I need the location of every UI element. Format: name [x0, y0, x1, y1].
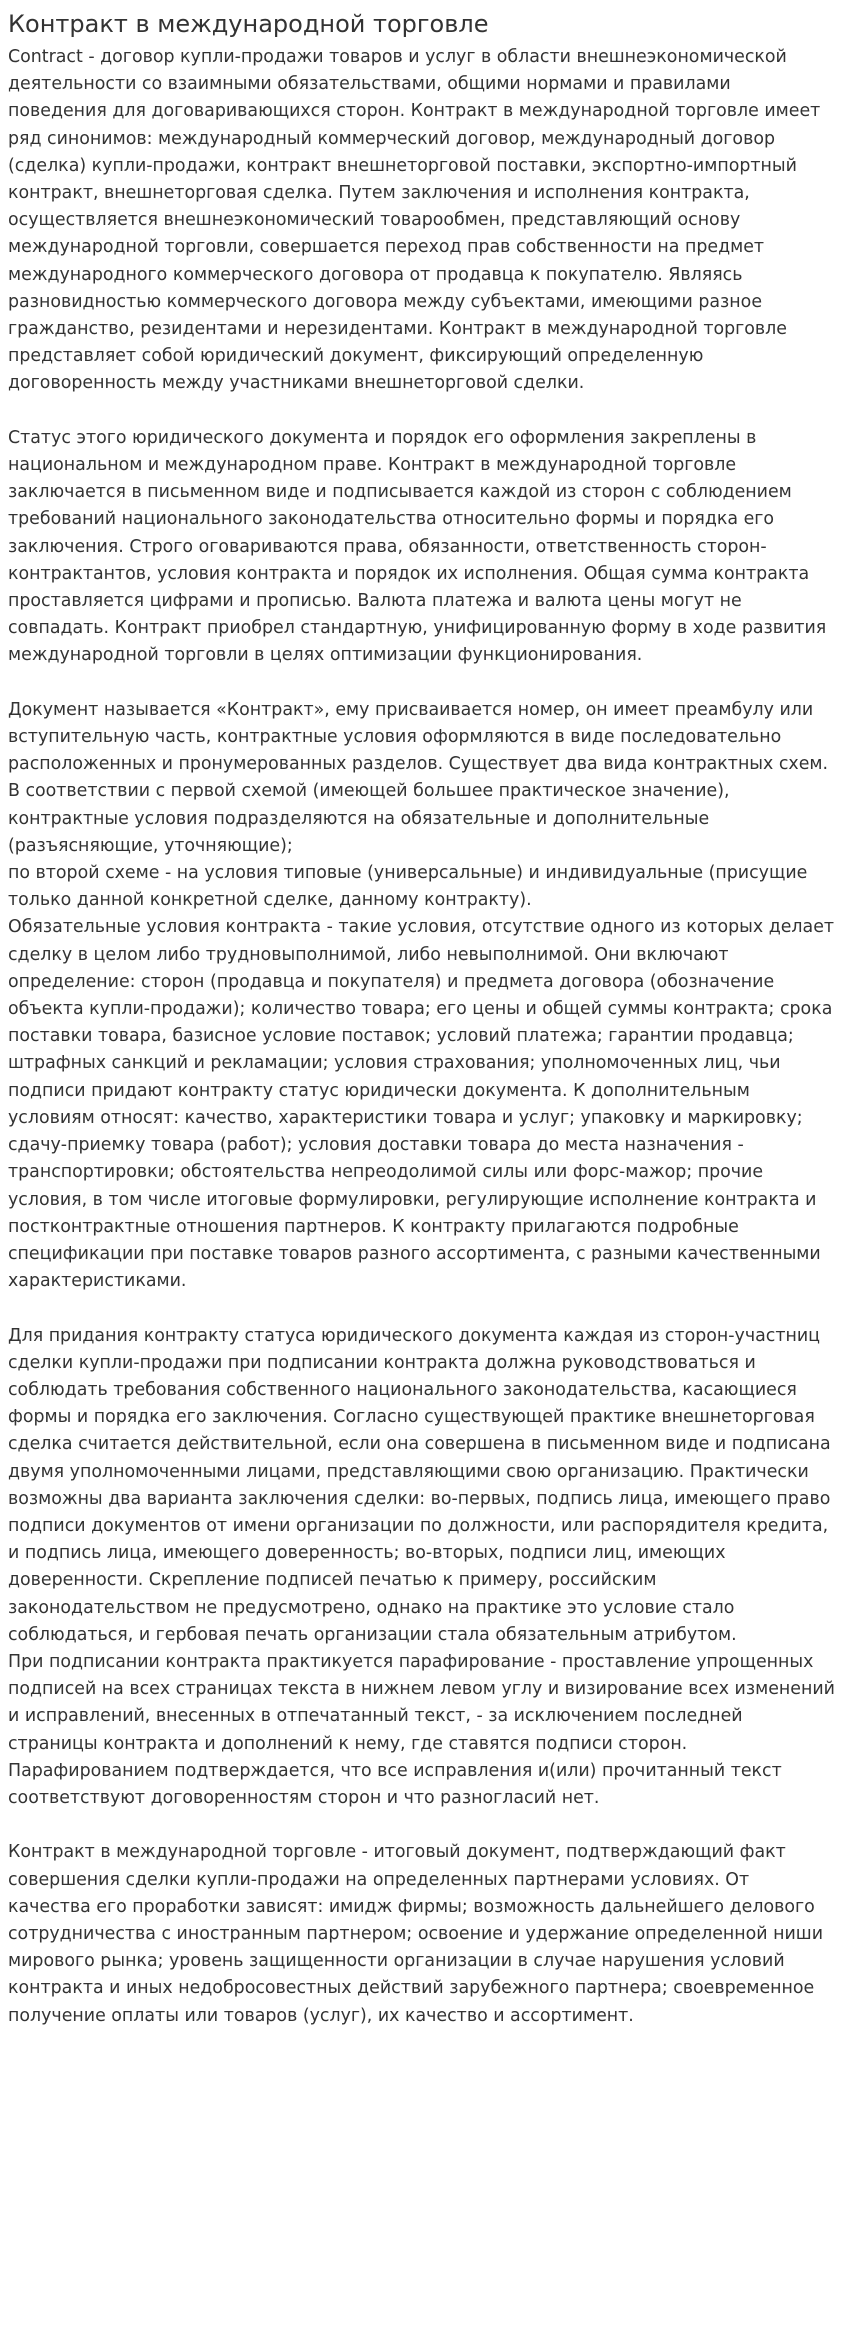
article-paragraph-2: Статус этого юридического документа и порядок его оформления закреплены в национальном и международном праве. Контракт в международной торговле заключается в письменном виде и подписывается каждой из сторон с соблюдением требований национального законодательства относительно формы и порядка его заключения. Строго оговариваются права, обязанности, ответственность сторон-контрактантов, условия контракта и порядок их исполнения. Общая сумма контракта проставляется цифрами и прописью. Валюта платежа и валюта цены могут не совпадать. Контракт приобрел стандартную, унифицированную форму в ходе развития международной торговли в целях оптимизации функционирования.	[8, 427, 827, 666]
article-paragraph-3: Документ называется «Контракт», ему присваивается номер, он имеет преамбулу или вступительную часть, контрактные условия оформляются в виде последовательно расположенных и пронумерованных разделов. Существует два вида контрактных схем. В соответствии с первой схемой (имеющей большее практическое значение), контрактные условия подразделяются на обязательные и дополнительные (разъясняющие, уточняющие); по второй схеме - на условия типовые (универсальные) и индивидуальные (присущие только данной конкретной сделке, данному контракту). Обязательные условия контракта - такие условия, отсутствие одного из которых делает сделку в целом либо трудновыполнимой, либо невыполнимой. Они включают определение: сторон (продавца и покупателя) и предмета договора (обозначение объекта купли-продажи); количество товара; его цены и общей суммы контракта; срока поставки товара, базисное условие поставок; условий платежа; гарантии продавца; штрафных санкций и рекламации; условия страхования; уполномоченных лиц, чьи подписи придают контракту статус юридически документа. К дополнительным условиям относят: качество, характеристики товара и услуг; упаковку и маркировку; сдачу-приемку товара (работ); условия доставки товара до места назначения - транспортировки; обстоятельства непреодолимой силы или форс-мажор; прочие условия, в том числе итоговые формулировки, регулирующие исполнение контракта и постконтрактные отношения партнеров. К контракту прилагаются подробные спецификации при поставке товаров разного ассортимента, с разными качественными характеристиками.	[8, 699, 835, 1292]
article-paragraph-5: Контракт в международной торговле - итоговый документ, подтверждающий факт совершения сделки купли-продажи на определенных партнерами условиях. От качества его проработки зависят: имидж фирмы; возможность дальнейшего делового сотрудничества с иностранным партнером; освоение и удержание определенной ниши мирового рынка; уровень защищенности организации в случае нарушения условий контракта и иных недобросовестных действий зарубежного партнера; своевременное получение оплаты или товаров (услуг), их качество и ассортимент.	[8, 1842, 823, 2026]
article-paragraph-4: Для придания контракту статуса юридического документа каждая из сторон-участниц сделки купли-продажи при подписании контракта должна руководствоваться и соблюдать требования собственного национального законодательства, касающиеся формы и порядка его заключения. Согласно существующей практике внешнеторговая сделка считается действительной, если она совершена в письменном виде и подписана двумя уполномоченными лицами, представляющими свою организацию. Практически возможны два варианта заключения сделки: во-первых, подпись лица, имеющего право подписи документов от имени организации по должности, или распорядителя кредита, и подпись лица, имеющего доверенность; во-вторых, подписи лиц, имеющих доверенности. Скрепление подписей печатью к примеру, российским законодательством не предусмотрено, однако на практике это условие стало соблюдаться, и гербовая печать организации стала обязательным атрибутом. При подписании контракта практикуется парафирование - проставление упрощенных подписей на всех страницах текста в нижнем левом углу и визирование всех изменений и исправлений, внесенных в отпечатанный текст, - за исключением последней страницы контракта и дополнений к нему, где ставятся подписи сторон. Парафированием подтверждается, что все исправления и(или) прочитанный текст соответствуют договоренностям сторон и что разногласий нет.	[8, 1325, 835, 1808]
article-title: Контракт в международной торговле	[8, 10, 489, 38]
article-paragraph-1: Contract - договор купли-продажи товаров и услуг в области внешнеэкономической деятельности со взаимными обязательствами, общими нормами и правилами поведения для договаривающихся сторон. Контракт в международной торговле имеет ряд синонимов: международный коммерческий договор, международный договор (сделка) купли-продажи, контракт внешнеторговой поставки, экспортно-импортный контракт, внешнеторговая сделка. Путем заключения и исполнения контракта, осуществляется внешнеэкономический товарообмен, представляющий основу международной торговли, совершается переход прав собственности на предмет международного коммерческого договора от продавца к покупателю. Являясь разновидностью коммерческого договора между субъектами, имеющими разное гражданство, резидентами и нерезидентами. Контракт в международной торговле представляет собой юридический документ, фиксирующий определенную договоренность между участниками внешнеторговой сделки.	[8, 47, 821, 394]
